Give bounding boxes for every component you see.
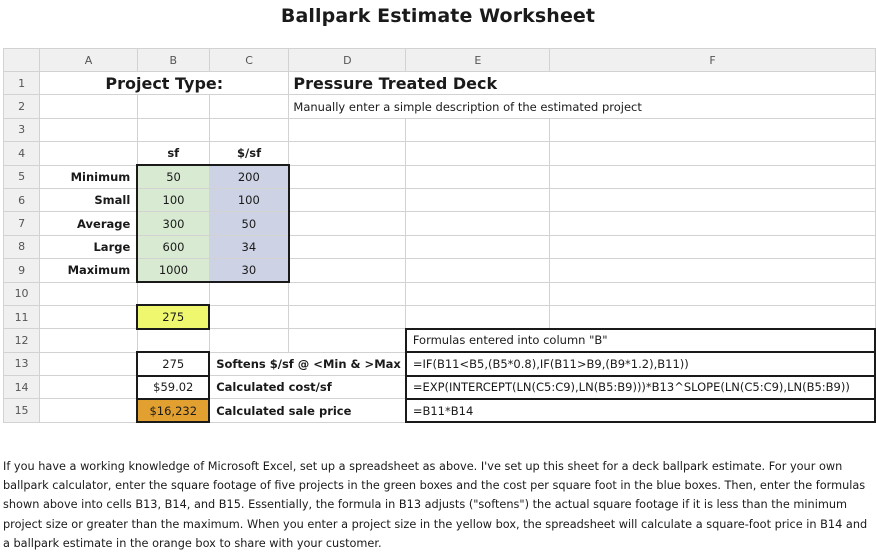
- cell-e5[interactable]: [406, 165, 550, 188]
- size-label-small[interactable]: Small: [40, 188, 138, 211]
- sheet-row-14: [4, 376, 876, 399]
- column-header-c[interactable]: C: [209, 49, 289, 72]
- cell-c2[interactable]: [209, 95, 289, 118]
- row-header-8[interactable]: 8: [4, 235, 40, 258]
- cell-d9[interactable]: [289, 259, 406, 282]
- sheet-row-13: [4, 352, 876, 375]
- row-header-12[interactable]: 12: [4, 329, 40, 352]
- cell-b2[interactable]: [137, 95, 209, 118]
- cell-e8[interactable]: [406, 235, 550, 258]
- formulas-title[interactable]: Formulas entered into column "B": [406, 329, 875, 352]
- page-title: Ballpark Estimate Worksheet: [280, 5, 596, 27]
- sheet-row-11: [4, 305, 876, 328]
- cell-a14[interactable]: [40, 376, 138, 399]
- cell-f9[interactable]: [550, 259, 875, 282]
- sheet-row-12: [4, 329, 876, 352]
- project-size-input[interactable]: 275: [137, 305, 209, 328]
- cell-d12[interactable]: [289, 329, 406, 352]
- row-header-15[interactable]: 15: [4, 399, 40, 422]
- cell-a11[interactable]: [40, 305, 138, 328]
- column-header-a[interactable]: A: [40, 49, 138, 72]
- cell-d11[interactable]: [289, 305, 406, 328]
- cost-input-maximum[interactable]: 30: [209, 259, 289, 282]
- row-header-14[interactable]: 14: [4, 376, 40, 399]
- row-header-10[interactable]: 10: [4, 282, 40, 305]
- row-header-1[interactable]: 1: [4, 72, 40, 95]
- row-header-4[interactable]: 4: [4, 142, 40, 165]
- formula-b13[interactable]: =IF(B11<B5,(B5*0.8),IF(B11>B9,(B9*1.2),B11)): [406, 352, 875, 375]
- project-description[interactable]: Manually enter a simple description of the estimated project: [289, 95, 875, 118]
- cell-d4[interactable]: [289, 142, 406, 165]
- cell-f7[interactable]: [550, 212, 875, 235]
- row-header-7[interactable]: 7: [4, 212, 40, 235]
- cell-d7[interactable]: [289, 212, 406, 235]
- cell-a10[interactable]: [40, 282, 138, 305]
- cell-f11[interactable]: [550, 305, 875, 328]
- project-type-label[interactable]: Project Type:: [40, 72, 289, 95]
- softened-sf-label[interactable]: Softens $/sf @ <Min & >Max: [209, 352, 406, 375]
- sheet-row-5: [4, 165, 876, 188]
- cell-f6[interactable]: [550, 188, 875, 211]
- cost-input-minimum[interactable]: 200: [209, 165, 289, 188]
- size-label-maximum[interactable]: Maximum: [40, 259, 138, 282]
- sheet-row-1: [4, 72, 876, 95]
- cost-per-sf-label[interactable]: Calculated cost/sf: [209, 376, 406, 399]
- sf-input-large[interactable]: 600: [137, 235, 209, 258]
- cell-f5[interactable]: [550, 165, 875, 188]
- cell-e6[interactable]: [406, 188, 550, 211]
- cell-d8[interactable]: [289, 235, 406, 258]
- row-header-6[interactable]: 6: [4, 188, 40, 211]
- row-header-2[interactable]: 2: [4, 95, 40, 118]
- per-sf-header[interactable]: $/sf: [209, 142, 289, 165]
- cell-d3[interactable]: [289, 118, 406, 141]
- size-label-average[interactable]: Average: [40, 212, 138, 235]
- sf-input-maximum[interactable]: 1000: [137, 259, 209, 282]
- sheet-row-2: [4, 95, 876, 118]
- cost-input-large[interactable]: 34: [209, 235, 289, 258]
- cell-d6[interactable]: [289, 188, 406, 211]
- column-header-b[interactable]: B: [137, 49, 209, 72]
- cell-b12[interactable]: [137, 329, 209, 352]
- cell-a12[interactable]: [40, 329, 138, 352]
- cell-d10[interactable]: [289, 282, 406, 305]
- formula-b14[interactable]: =EXP(INTERCEPT(LN(C5:C9),LN(B5:B9)))*B13^SLOPE(LN(C5:C9),LN(B5:B9)): [406, 376, 875, 399]
- cell-c3[interactable]: [209, 118, 289, 141]
- size-label-minimum[interactable]: Minimum: [40, 165, 138, 188]
- cell-e3[interactable]: [406, 118, 550, 141]
- cell-a13[interactable]: [40, 352, 138, 375]
- cost-per-sf-value[interactable]: $59.02: [137, 376, 209, 399]
- column-header-row: [4, 49, 876, 72]
- row-header-5[interactable]: 5: [4, 165, 40, 188]
- cell-a3[interactable]: [40, 118, 138, 141]
- formula-b15[interactable]: =B11*B14: [406, 399, 875, 422]
- spreadsheet-grid: [3, 48, 876, 423]
- row-header-3[interactable]: 3: [4, 118, 40, 141]
- explanation-paragraph: If you have a working knowledge of Microsoft Excel, set up a spreadsheet as above. I've set up this sheet for a deck ballpark estimate. For your own ballpark calculator, enter the square footage of five projects in the green boxes and the cost per square foot in the blue boxes. Then, enter the formulas shown above into cells B13, B14, and B15. Essentially, the formula in B13 adjusts ("softens") the actual square footage if it is less than the minimum project size or greater than the maximum. When you enter a project size in the yellow box, the spreadsheet will calculate a square-foot price in B14 and a ballpark estimate in the orange box to share with your customer.: [3, 460, 868, 550]
- column-header-d[interactable]: D: [289, 49, 406, 72]
- cell-c12[interactable]: [209, 329, 289, 352]
- sheet-row-6: [4, 188, 876, 211]
- cell-f3[interactable]: [550, 118, 875, 141]
- cell-b10[interactable]: [137, 282, 209, 305]
- cell-e9[interactable]: [406, 259, 550, 282]
- cell-e7[interactable]: [406, 212, 550, 235]
- sf-header[interactable]: sf: [137, 142, 209, 165]
- cell-d5[interactable]: [289, 165, 406, 188]
- sheet-row-15: [4, 399, 876, 422]
- sheet-row-4: [4, 142, 876, 165]
- sf-input-average[interactable]: 300: [137, 212, 209, 235]
- cell-a4[interactable]: [40, 142, 138, 165]
- select-all-corner[interactable]: [4, 49, 40, 72]
- cell-e4[interactable]: [406, 142, 550, 165]
- sale-price-label[interactable]: Calculated sale price: [209, 399, 406, 422]
- row-header-13[interactable]: 13: [4, 352, 40, 375]
- cost-input-small[interactable]: 100: [209, 188, 289, 211]
- project-type-value[interactable]: Pressure Treated Deck: [289, 72, 875, 95]
- cell-f8[interactable]: [550, 235, 875, 258]
- cell-c11[interactable]: [209, 305, 289, 328]
- sheet-row-3: [4, 118, 876, 141]
- sheet-row-10: [4, 282, 876, 305]
- sf-input-small[interactable]: 100: [137, 188, 209, 211]
- sale-price-value[interactable]: $16,232: [137, 399, 209, 422]
- cell-a15[interactable]: [40, 399, 138, 422]
- sheet-row-7: [4, 212, 876, 235]
- sheet-row-8: [4, 235, 876, 258]
- row-header-9[interactable]: 9: [4, 259, 40, 282]
- cell-e11[interactable]: [406, 305, 550, 328]
- cell-f10[interactable]: [550, 282, 875, 305]
- cell-b3[interactable]: [137, 118, 209, 141]
- column-header-e[interactable]: E: [406, 49, 550, 72]
- cell-f4[interactable]: [550, 142, 875, 165]
- sheet-row-9: [4, 259, 876, 282]
- cell-c10[interactable]: [209, 282, 289, 305]
- cell-a2[interactable]: [40, 95, 138, 118]
- softened-sf-value[interactable]: 275: [137, 352, 209, 375]
- sf-input-minimum[interactable]: 50: [137, 165, 209, 188]
- size-label-large[interactable]: Large: [40, 235, 138, 258]
- cost-input-average[interactable]: 50: [209, 212, 289, 235]
- row-header-11[interactable]: 11: [4, 305, 40, 328]
- column-header-f[interactable]: F: [550, 49, 875, 72]
- cell-e10[interactable]: [406, 282, 550, 305]
